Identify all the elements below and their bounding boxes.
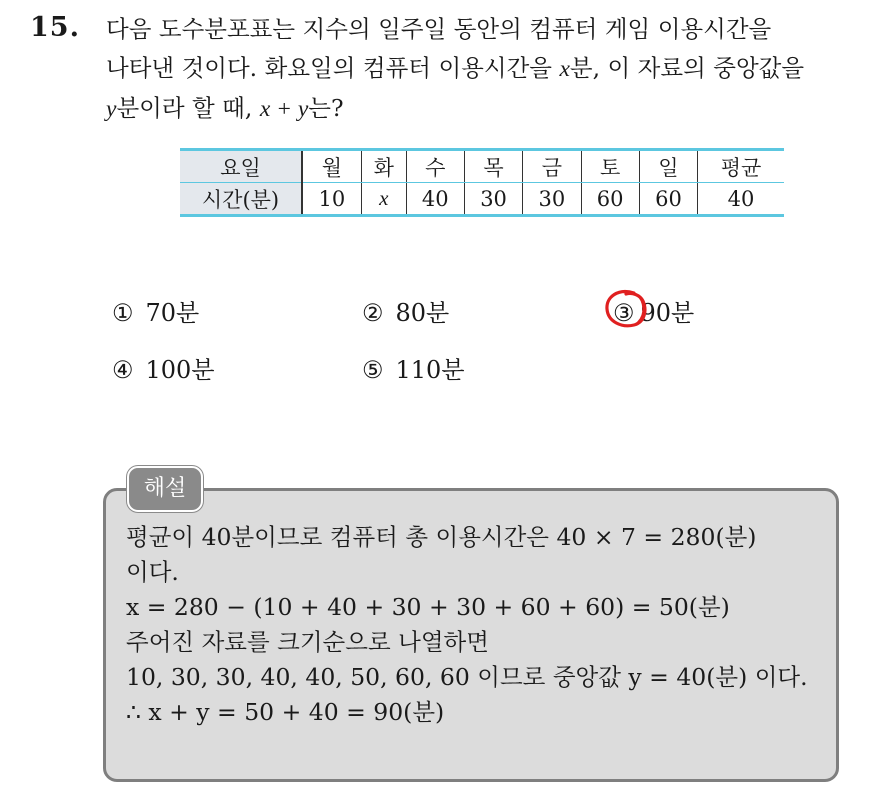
table-cell-time: 30: [464, 183, 522, 216]
explanation-line: 주어진 자료를 크기순으로 나열하면: [126, 628, 489, 656]
choice-number: ⑤: [362, 356, 384, 384]
choice-4[interactable]: [112, 350, 215, 385]
explanation-line: ∴ x + y = 50 + 40 = 90(분): [126, 698, 445, 726]
variable-y: y: [106, 96, 117, 122]
explanation-line: 10, 30, 30, 40, 40, 50, 60, 60 이므로 중앙값 y = 40(분) 이다.: [126, 663, 808, 691]
question-line-2-part-a: 나타낸 것이다. 화요일의 컴퓨터 이용시간을: [106, 54, 560, 82]
choice-number: ②: [362, 299, 384, 327]
question-line-1: 다음 도수분포표는 지수의 일주일 동안의 컴퓨터 게임 이용시간을: [106, 15, 772, 43]
table-header-label: 요일: [180, 150, 302, 183]
table-cell-day: 토: [581, 150, 639, 183]
problem-number: 15.: [30, 12, 80, 43]
question-line-3-part-b: 는?: [308, 94, 344, 122]
explanation-tag: 해설: [127, 466, 203, 512]
question-line-2: [106, 49, 866, 89]
table-cell-time: 30: [523, 183, 581, 216]
choice-text: 100분: [145, 356, 215, 384]
frequency-table: [180, 148, 784, 217]
table-cell-time: 60: [639, 183, 697, 216]
variable-x: x: [559, 56, 570, 82]
explanation-line: 평균이 40분이므로 컴퓨터 총 이용시간은 40 × 7 = 280(분): [126, 523, 757, 551]
question-line-3-part-a: 분이라 할 때,: [116, 94, 260, 122]
table-cell-day: 금: [523, 150, 581, 183]
table-row-days: [180, 150, 784, 183]
choice-number: ①: [112, 299, 134, 327]
table-cell-time: 60: [581, 183, 639, 216]
choice-number: ④: [112, 356, 134, 384]
question-line-3: [106, 89, 866, 129]
table-cell-time: 10: [318, 186, 346, 211]
choice-text: 110분: [395, 356, 465, 384]
explanation-line: x = 280 − (10 + 40 + 30 + 30 + 60 + 60) = 50(분): [126, 593, 730, 621]
question-line-2-part-b: 분, 이 자료의 중앙값을: [569, 54, 805, 82]
table-cell-average-value: 40: [698, 183, 784, 216]
table-cell-day: 화: [361, 150, 406, 183]
table-cell-time-unknown: x: [361, 183, 406, 216]
table-cell-day: 월: [302, 150, 361, 183]
choice-text: 80분: [395, 299, 450, 327]
answer-circle-mark-icon: [604, 289, 648, 329]
choice-number: ③: [613, 299, 635, 327]
choice-1[interactable]: [112, 293, 199, 328]
table-row-times: [180, 183, 784, 216]
explanation-text: [126, 520, 826, 730]
table-cell-time: 40: [406, 183, 464, 216]
table-cell-average-label: 평균: [698, 150, 784, 183]
question-text: [106, 10, 866, 129]
explanation-line: 이다.: [126, 558, 179, 586]
choice-5[interactable]: [362, 350, 465, 385]
choice-text: 70분: [145, 299, 200, 327]
table-cell-day: 일: [639, 150, 697, 183]
choice-2[interactable]: [362, 293, 449, 328]
table-cell-day: 수: [406, 150, 464, 183]
expression-x-plus-y: x + y: [259, 96, 309, 122]
table-cell-day: 목: [464, 150, 522, 183]
table-row-label: 시간(분): [180, 183, 302, 216]
choice-text: 90분: [640, 299, 695, 327]
